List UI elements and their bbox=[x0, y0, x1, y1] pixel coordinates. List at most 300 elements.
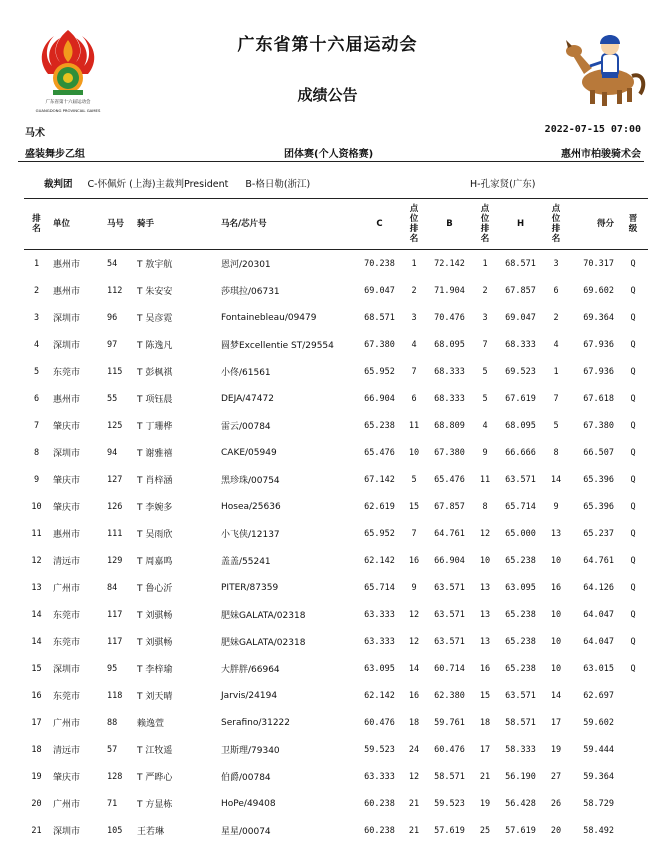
cell-h: 69.047 bbox=[505, 312, 536, 323]
cell-rank: 10 bbox=[31, 501, 42, 512]
cell-h-rank: 10 bbox=[550, 609, 562, 620]
cell-rider: T 鲁心沂 bbox=[137, 584, 173, 594]
cell-score: 64.047 bbox=[583, 636, 614, 647]
cell-h: 68.095 bbox=[505, 420, 536, 431]
results-table bbox=[24, 198, 648, 844]
cell-rider: T 项钰晨 bbox=[137, 395, 173, 405]
cell-rank: 9 bbox=[33, 474, 40, 485]
cell-h-rank: 2 bbox=[553, 312, 559, 323]
cell-b-rank: 16 bbox=[479, 663, 491, 674]
cell-h-rank: 19 bbox=[550, 744, 562, 755]
cell-c: 69.047 bbox=[364, 285, 395, 296]
col-unit: 单位 bbox=[49, 199, 103, 250]
cell-horse-no: 111 bbox=[107, 528, 123, 539]
cell-unit: 深圳市 bbox=[53, 827, 81, 837]
cell-score: 65.237 bbox=[583, 528, 614, 539]
table-row bbox=[24, 493, 648, 520]
cell-rank: 2 bbox=[33, 285, 40, 296]
cell-rider: T 周嘉鸣 bbox=[137, 557, 173, 567]
cell-h: 65.238 bbox=[505, 609, 536, 620]
cell-horse-no: 96 bbox=[107, 312, 118, 323]
cell-c: 63.333 bbox=[364, 771, 395, 782]
cell-horse-no: 55 bbox=[107, 393, 118, 404]
cell-b-rank: 18 bbox=[479, 717, 491, 728]
cell-c-rank: 12 bbox=[408, 609, 420, 620]
col-score: 得分 bbox=[566, 199, 618, 250]
cell-horse-name: 肥妹GALATA/02318 bbox=[221, 638, 306, 648]
cell-h-rank: 14 bbox=[550, 690, 562, 701]
cell-score: 67.380 bbox=[583, 420, 614, 431]
cell-rank: 8 bbox=[33, 447, 40, 458]
cell-c: 65.952 bbox=[364, 528, 395, 539]
cell-c-rank: 7 bbox=[411, 528, 417, 539]
cell-b-rank: 7 bbox=[482, 339, 488, 350]
cell-qualify: Q bbox=[630, 366, 636, 377]
cell-h: 67.857 bbox=[505, 285, 536, 296]
cell-c: 66.904 bbox=[364, 393, 395, 404]
cell-h: 63.571 bbox=[505, 690, 536, 701]
table-row bbox=[24, 277, 648, 304]
cell-c: 62.142 bbox=[364, 690, 395, 701]
cell-horse-name: 星星/00074 bbox=[221, 827, 271, 837]
cell-unit: 深圳市 bbox=[53, 665, 81, 675]
cell-rider: T 吴彦霓 bbox=[137, 314, 173, 324]
cell-rider: T 陈逸凡 bbox=[137, 341, 173, 351]
cell-c-rank: 21 bbox=[408, 825, 420, 836]
cell-horse-name: 圆梦Excellentie ST/29554 bbox=[221, 341, 334, 351]
cell-horse-name: Serafino/31222 bbox=[221, 717, 291, 728]
event-label: 团体赛(个人资格赛) bbox=[284, 149, 374, 160]
cell-c-rank: 21 bbox=[408, 798, 420, 809]
cell-c: 63.095 bbox=[364, 663, 395, 674]
cell-rank: 19 bbox=[31, 771, 42, 782]
cell-c: 70.238 bbox=[364, 258, 395, 269]
col-c-rank: 点位排名 bbox=[404, 199, 424, 250]
cell-b: 70.476 bbox=[434, 312, 465, 323]
cell-c: 62.619 bbox=[364, 501, 395, 512]
cell-rank: 1 bbox=[33, 258, 40, 269]
cell-b-rank: 5 bbox=[482, 366, 488, 377]
cell-qualify: Q bbox=[630, 636, 636, 647]
cell-horse-no: 57 bbox=[107, 744, 118, 755]
col-qualify: 晋级 bbox=[618, 199, 648, 250]
cell-b: 64.761 bbox=[434, 528, 465, 539]
cell-horse-name: PITER/87359 bbox=[221, 582, 279, 593]
cell-h: 57.619 bbox=[505, 825, 536, 836]
cell-h-rank: 6 bbox=[553, 285, 559, 296]
datetime: 2022-07-15 07:00 bbox=[544, 124, 641, 135]
cell-b-rank: 13 bbox=[479, 609, 491, 620]
cell-rider: T 吴雨欣 bbox=[137, 530, 173, 540]
logo-caption-en: GUANGDONG PROVINCIAL GAMES bbox=[35, 108, 101, 113]
cell-b: 68.333 bbox=[434, 366, 465, 377]
cell-unit: 深圳市 bbox=[53, 449, 81, 459]
cell-h-rank: 1 bbox=[553, 366, 559, 377]
cell-horse-no: 94 bbox=[107, 447, 118, 458]
cell-b-rank: 13 bbox=[479, 582, 491, 593]
cell-horse-name: 大胖胖/66964 bbox=[221, 665, 280, 675]
cell-qualify: Q bbox=[630, 501, 636, 512]
table-row bbox=[24, 358, 648, 385]
cell-h-rank: 17 bbox=[550, 717, 562, 728]
cell-unit: 惠州市 bbox=[53, 260, 81, 270]
cell-qualify bbox=[618, 790, 648, 817]
cell-rank: 15 bbox=[31, 663, 42, 674]
cell-c: 68.571 bbox=[364, 312, 395, 323]
cell-qualify: Q bbox=[630, 474, 636, 485]
cell-horse-no: 105 bbox=[107, 825, 123, 836]
cell-b-rank: 8 bbox=[482, 501, 488, 512]
cell-qualify: Q bbox=[630, 447, 636, 458]
cell-h-rank: 27 bbox=[550, 771, 562, 782]
cell-b-rank: 5 bbox=[482, 393, 488, 404]
cell-h-rank: 5 bbox=[553, 420, 559, 431]
judges-label: 裁判团 bbox=[44, 179, 73, 190]
cell-qualify: Q bbox=[630, 555, 636, 566]
cell-horse-no: 71 bbox=[107, 798, 118, 809]
cell-rider: T 方显栋 bbox=[137, 800, 173, 810]
cell-horse-no: 115 bbox=[107, 366, 123, 377]
cell-unit: 清远市 bbox=[53, 746, 81, 756]
cell-score: 63.015 bbox=[583, 663, 614, 674]
col-h: H bbox=[495, 199, 546, 250]
cell-c-rank: 15 bbox=[408, 501, 420, 512]
cell-h: 56.428 bbox=[505, 798, 536, 809]
col-b: B bbox=[424, 199, 475, 250]
cell-b: 60.476 bbox=[434, 744, 465, 755]
cell-b: 60.714 bbox=[434, 663, 465, 674]
cell-rank: 16 bbox=[31, 690, 42, 701]
cell-horse-name: 肥妹GALATA/02318 bbox=[221, 611, 306, 621]
cell-h-rank: 10 bbox=[550, 555, 562, 566]
cell-unit: 东莞市 bbox=[53, 638, 81, 648]
cell-score: 67.936 bbox=[583, 339, 614, 350]
cell-c: 65.952 bbox=[364, 366, 395, 377]
table-row bbox=[24, 547, 648, 574]
cell-qualify: Q bbox=[630, 339, 636, 350]
table-row bbox=[24, 817, 648, 844]
page-title: 广东省第十六届运动会 bbox=[237, 35, 418, 55]
cell-rider: T 刘天晴 bbox=[137, 692, 173, 702]
cell-b: 68.333 bbox=[434, 393, 465, 404]
cell-horse-no: 88 bbox=[107, 717, 118, 728]
cell-rank: 12 bbox=[31, 555, 42, 566]
cell-rank: 11 bbox=[31, 528, 42, 539]
col-horse-name: 马名/芯片号 bbox=[217, 199, 355, 250]
cell-c: 63.333 bbox=[364, 609, 395, 620]
cell-h-rank: 14 bbox=[550, 474, 562, 485]
cell-c: 67.142 bbox=[364, 474, 395, 485]
cell-h-rank: 3 bbox=[553, 258, 559, 269]
cell-rider: T 敖宇航 bbox=[137, 260, 173, 270]
cell-c-rank: 11 bbox=[408, 420, 420, 431]
cell-rider: T 刘骐畅 bbox=[137, 611, 173, 621]
table-row bbox=[24, 709, 648, 736]
table-row bbox=[24, 763, 648, 790]
cell-horse-no: 125 bbox=[107, 420, 123, 431]
cell-h: 65.000 bbox=[505, 528, 536, 539]
cell-rank: 18 bbox=[31, 744, 42, 755]
judges-panel bbox=[44, 176, 324, 190]
cell-b-rank: 21 bbox=[479, 771, 491, 782]
cell-h: 65.238 bbox=[505, 663, 536, 674]
table-row bbox=[24, 439, 648, 466]
cell-c-rank: 9 bbox=[411, 582, 417, 593]
cell-horse-no: 95 bbox=[107, 663, 118, 674]
cell-rider: T 肖梓涵 bbox=[137, 476, 173, 486]
cell-h: 65.714 bbox=[505, 501, 536, 512]
cell-c: 65.476 bbox=[364, 447, 395, 458]
judge-b: B-格日勒(浙江) bbox=[245, 179, 311, 190]
cell-rider: T 李梓瑜 bbox=[137, 665, 173, 675]
cell-c-rank: 1 bbox=[411, 258, 417, 269]
cell-h-rank: 8 bbox=[553, 447, 559, 458]
table-row bbox=[24, 466, 648, 493]
table-row bbox=[24, 655, 648, 682]
cell-unit: 惠州市 bbox=[53, 287, 81, 297]
cell-qualify: Q bbox=[630, 312, 636, 323]
cell-b-rank: 19 bbox=[479, 798, 491, 809]
judge-c: C-怀佩炘 (上海)主裁判President bbox=[87, 179, 229, 190]
cell-b-rank: 11 bbox=[479, 474, 491, 485]
cell-c: 62.142 bbox=[364, 555, 395, 566]
cell-b: 65.476 bbox=[434, 474, 465, 485]
cell-h-rank: 7 bbox=[553, 393, 559, 404]
cell-score: 58.729 bbox=[583, 798, 614, 809]
cell-horse-no: 126 bbox=[107, 501, 123, 512]
cell-c-rank: 16 bbox=[408, 555, 420, 566]
cell-b-rank: 12 bbox=[479, 528, 491, 539]
cell-horse-name: Jarvis/24194 bbox=[221, 690, 278, 701]
cell-h: 63.571 bbox=[505, 474, 536, 485]
cell-rider: 赖逸萱 bbox=[137, 719, 165, 729]
cell-c-rank: 6 bbox=[411, 393, 417, 404]
cell-b-rank: 17 bbox=[479, 744, 491, 755]
col-rank: 排名 bbox=[24, 199, 49, 250]
cell-b: 63.571 bbox=[434, 609, 465, 620]
cell-horse-name: 恩河/20301 bbox=[221, 260, 271, 270]
cell-h-rank: 10 bbox=[550, 636, 562, 647]
cell-b-rank: 1 bbox=[482, 258, 488, 269]
cell-unit: 广州市 bbox=[53, 584, 81, 594]
cell-c-rank: 7 bbox=[411, 366, 417, 377]
cell-h: 68.571 bbox=[505, 258, 536, 269]
cell-score: 65.396 bbox=[583, 474, 614, 485]
cell-h: 65.238 bbox=[505, 555, 536, 566]
cell-c-rank: 10 bbox=[408, 447, 420, 458]
cell-rider: T 李婉多 bbox=[137, 503, 173, 513]
cell-rank: 20 bbox=[31, 798, 42, 809]
cell-h-rank: 26 bbox=[550, 798, 562, 809]
cell-unit: 广州市 bbox=[53, 719, 81, 729]
cell-unit: 深圳市 bbox=[53, 341, 81, 351]
cell-horse-name: 雷云/00784 bbox=[221, 422, 271, 432]
cell-c: 59.523 bbox=[364, 744, 395, 755]
cell-h-rank: 20 bbox=[550, 825, 562, 836]
cell-h-rank: 10 bbox=[550, 663, 562, 674]
cell-unit: 东莞市 bbox=[53, 368, 81, 378]
cell-rider: T 刘骐畅 bbox=[137, 638, 173, 648]
cell-horse-no: 84 bbox=[107, 582, 118, 593]
cell-b: 63.571 bbox=[434, 636, 465, 647]
cell-rider: T 严晔心 bbox=[137, 773, 173, 783]
table-row bbox=[24, 628, 648, 655]
cell-b: 71.904 bbox=[434, 285, 465, 296]
cell-rider: T 彭枫祺 bbox=[137, 368, 173, 378]
cell-c-rank: 12 bbox=[408, 771, 420, 782]
cell-qualify bbox=[618, 709, 648, 736]
cell-rank: 3 bbox=[33, 312, 40, 323]
cell-c: 63.333 bbox=[364, 636, 395, 647]
cell-h: 56.190 bbox=[505, 771, 536, 782]
cell-b-rank: 15 bbox=[479, 690, 491, 701]
cell-score: 66.507 bbox=[583, 447, 614, 458]
cell-h-rank: 9 bbox=[553, 501, 559, 512]
cell-b: 68.809 bbox=[434, 420, 465, 431]
cell-horse-no: 127 bbox=[107, 474, 123, 485]
cell-h-rank: 13 bbox=[550, 528, 562, 539]
cell-qualify: Q bbox=[630, 582, 636, 593]
col-horse-no: 马号 bbox=[103, 199, 133, 250]
cell-b-rank: 2 bbox=[482, 285, 488, 296]
cell-score: 69.364 bbox=[583, 312, 614, 323]
cell-b: 67.857 bbox=[434, 501, 465, 512]
cell-h: 63.095 bbox=[505, 582, 536, 593]
cell-score: 69.602 bbox=[583, 285, 614, 296]
cell-rider: T 谢雅禧 bbox=[137, 449, 173, 459]
venue-label: 惠州市柏骏骑术会 bbox=[561, 149, 641, 160]
cell-c-rank: 12 bbox=[408, 636, 420, 647]
cell-unit: 深圳市 bbox=[53, 314, 81, 324]
cell-rank: 14 bbox=[31, 609, 42, 620]
cell-b: 66.904 bbox=[434, 555, 465, 566]
cell-unit: 东莞市 bbox=[53, 692, 81, 702]
cell-b-rank: 4 bbox=[482, 420, 488, 431]
cell-horse-no: 129 bbox=[107, 555, 123, 566]
cell-c-rank: 3 bbox=[411, 312, 417, 323]
cell-horse-no: 97 bbox=[107, 339, 118, 350]
cell-score: 70.317 bbox=[583, 258, 614, 269]
table-row bbox=[24, 790, 648, 817]
cell-h: 67.619 bbox=[505, 393, 536, 404]
cell-horse-no: 117 bbox=[107, 609, 123, 620]
cell-score: 62.697 bbox=[583, 690, 614, 701]
cell-rider: T 朱安安 bbox=[137, 287, 173, 297]
cell-horse-name: 盖盖/55241 bbox=[221, 557, 271, 567]
table-row bbox=[24, 331, 648, 358]
cell-qualify: Q bbox=[630, 393, 636, 404]
cell-b: 68.095 bbox=[434, 339, 465, 350]
cell-unit: 清远市 bbox=[53, 557, 81, 567]
cell-horse-no: 128 bbox=[107, 771, 123, 782]
table-row bbox=[24, 520, 648, 547]
table-row bbox=[24, 385, 648, 412]
table-row bbox=[24, 250, 648, 278]
cell-b-rank: 13 bbox=[479, 636, 491, 647]
cell-h-rank: 4 bbox=[553, 339, 559, 350]
cell-h: 68.333 bbox=[505, 339, 536, 350]
cell-horse-name: 黑珍珠/00754 bbox=[221, 476, 280, 486]
cell-horse-name: 小飞侠/12137 bbox=[221, 530, 280, 540]
cell-unit: 肇庆市 bbox=[53, 773, 81, 783]
cell-unit: 肇庆市 bbox=[53, 476, 81, 486]
cell-unit: 广州市 bbox=[53, 800, 81, 810]
cell-c: 60.476 bbox=[364, 717, 395, 728]
table-header-row bbox=[24, 199, 648, 250]
cell-b: 59.761 bbox=[434, 717, 465, 728]
cell-c-rank: 2 bbox=[411, 285, 417, 296]
cell-b-rank: 25 bbox=[479, 825, 491, 836]
cell-horse-name: CAKE/05949 bbox=[221, 447, 277, 458]
cell-b-rank: 3 bbox=[482, 312, 488, 323]
cell-c-rank: 18 bbox=[408, 717, 420, 728]
cell-qualify: Q bbox=[630, 528, 636, 539]
cell-unit: 肇庆市 bbox=[53, 422, 81, 432]
cell-horse-name: DEJA/47472 bbox=[221, 393, 274, 404]
sport-label: 马术 bbox=[25, 128, 45, 139]
cell-b: 72.142 bbox=[434, 258, 465, 269]
table-row bbox=[24, 412, 648, 439]
cell-c-rank: 5 bbox=[411, 474, 417, 485]
cell-score: 64.761 bbox=[583, 555, 614, 566]
group-label: 盛装舞步乙组 bbox=[25, 149, 85, 160]
cell-c-rank: 16 bbox=[408, 690, 420, 701]
cell-rider: T 丁珊桦 bbox=[137, 422, 173, 432]
cell-rank: 17 bbox=[31, 717, 42, 728]
cell-rank: 7 bbox=[33, 420, 40, 431]
cell-h-rank: 16 bbox=[550, 582, 562, 593]
cell-horse-name: HoPe/49408 bbox=[221, 798, 276, 809]
cell-rank: 14 bbox=[31, 636, 42, 647]
cell-qualify: Q bbox=[630, 285, 636, 296]
cell-qualify bbox=[618, 736, 648, 763]
cell-c: 67.380 bbox=[364, 339, 395, 350]
cell-c-rank: 14 bbox=[408, 663, 420, 674]
cell-qualify bbox=[618, 763, 648, 790]
cell-horse-name: 小佟/61561 bbox=[221, 368, 271, 378]
cell-rider: 王若琳 bbox=[137, 827, 165, 837]
cell-score: 67.936 bbox=[583, 366, 614, 377]
cell-score: 59.364 bbox=[583, 771, 614, 782]
cell-unit: 肇庆市 bbox=[53, 503, 81, 513]
cell-unit: 东莞市 bbox=[53, 611, 81, 621]
cell-b-rank: 10 bbox=[479, 555, 491, 566]
cell-horse-name: 伯爵/00784 bbox=[221, 773, 271, 783]
cell-unit: 惠州市 bbox=[53, 395, 81, 405]
col-c: C bbox=[355, 199, 404, 250]
cell-horse-name: 莎琪拉/06731 bbox=[221, 287, 280, 297]
page-subtitle: 成绩公告 bbox=[297, 86, 358, 104]
table-row bbox=[24, 574, 648, 601]
cell-c: 65.714 bbox=[364, 582, 395, 593]
cell-qualify bbox=[618, 682, 648, 709]
cell-score: 65.396 bbox=[583, 501, 614, 512]
cell-rider: T 江牧遥 bbox=[137, 746, 173, 756]
cell-horse-no: 54 bbox=[107, 258, 118, 269]
cell-b: 59.523 bbox=[434, 798, 465, 809]
cell-c-rank: 24 bbox=[408, 744, 420, 755]
cell-b-rank: 9 bbox=[482, 447, 488, 458]
cell-horse-no: 118 bbox=[107, 690, 123, 701]
cell-b: 63.571 bbox=[434, 582, 465, 593]
cell-horse-name: 卫斯理/79340 bbox=[221, 746, 280, 756]
cell-horse-no: 117 bbox=[107, 636, 123, 647]
table-row bbox=[24, 736, 648, 763]
cell-c-rank: 4 bbox=[411, 339, 417, 350]
logo-caption-cn: 广东省第十六届运动会 bbox=[45, 100, 91, 105]
cell-h: 65.238 bbox=[505, 636, 536, 647]
cell-b: 67.380 bbox=[434, 447, 465, 458]
